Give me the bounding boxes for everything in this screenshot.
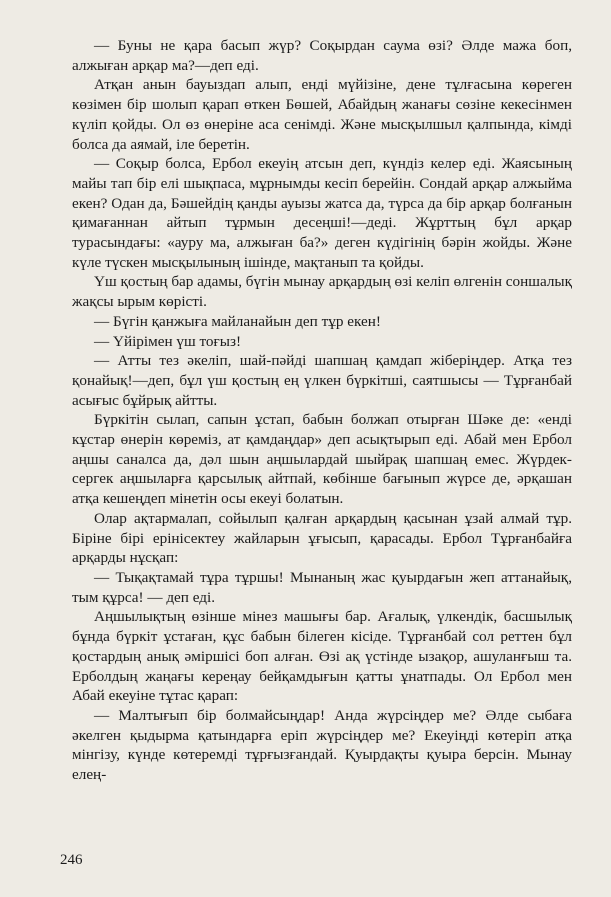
paragraph: — Соқыр болса, Ербол екеуің атсын деп, күндіз келер еді. Жаясының майы тап бір елі шықпаса, мұрнымды кесіп берейін. Сондай арқар алжыйма екен? Одан да, Бәшейдің қанды ауызы жатса да, түрса да бір арқар болғанын қимағаннан айтып тұрмын десеңші!—деді. Жұрттың бұл арқар турасындағы: «ауру ма, алжыған ба?» деген күдігінің бәрін жойды. Және күле түскен мысқылының ішінде, мақтанып та қойды. <box>72 155 572 271</box>
paragraph: — Бүгін қанжыға майланайын деп тұр екен! <box>94 312 381 330</box>
paragraph: — Үйірімен үш тоғыз! <box>94 332 241 350</box>
paragraph: — Малтығып бір болмайсыңдар! Анда жүрсіңдер ме? Әлде сыбаға әкелген қыдырма қатындарға еріп жүрсіңдер ме? Екеуіңді көтеріп атқа мінгізу, күнде көтеремді тұрғызғандай. Қуырдақты қуыра берсін. Мынау елең- <box>72 706 572 784</box>
paragraph: — Атты тез әкеліп, шай-пәйді шапшаң қамдап жіберіңдер. Атқа тез қонайық!—деп, бұл үш қостың ең үлкен бүркітші, саятшысы — Тұрғанбай асығыс бұйрық айтты. <box>72 352 572 409</box>
paragraph: — Буны не қара басып жүр? Соқырдан саума өзі? Әлде мажа боп, алжыған арқар ма?—деп еді. <box>72 37 572 74</box>
page-number: 246 <box>60 852 83 868</box>
paragraph: Олар ақтармалап, сойылып қалған арқардың қасынан ұзай алмай тұр. Біріне бірі ерінісектеу жайларын ұғысып, қарасады. Ербол Тұрғанбайға арқарды нұсқап: <box>72 509 572 567</box>
page-text <box>72 36 572 785</box>
paragraph: Үш қостың бар адамы, бүгін мынау арқардың өзі келіп өлгенін соншалық жақсы ырым көрісті. <box>72 273 572 311</box>
paragraph: Атқан анын бауыздап алып, енді мүйізіне, дене тұлғасына көреген көзімен бір шолып қарап өткен Бөшей, Абайдың жанағы сөзіне кекесінмен күліп қойды. Ол өз өнеріне аса сенімді. Және мысқылшыл қалпында, кімді болса да аямай, іле беретін. <box>72 76 572 153</box>
paragraph: — Тықақтамай тұра тұршы! Мынаның жас қуырдағын жеп аттанайық, тым құрса! — деп еді. <box>72 568 572 606</box>
paragraph: Бүркітін сылап, сапын ұстап, бабын болжап отырған Шәке де: «енді кұстар өнерін көреміз, ат қамдаңдар» деп асықтырып еді. Абай мен Ербол аңшы саналса да, дәл шын аңшылардай шыйрақ шапшаң емес. Жүрдек-сергек аңшыларға қарсылық айтпай, көбінше бағынып жүрсе де, әрқашан атқа кешеңдеп мінетін осы екеуі болатын. <box>72 411 572 508</box>
paragraph: Аңшылықтың өзінше мінез машығы бар. Ағалық, үлкендік, басшылық бұнда бүркіт ұстаған, құс бабын білеген кісіде. Тұрғанбай сол реттен бұл қостардың анық әміршісі боп алған. Өзі ақ үстінде ызақор, ашуланғыш та. Ерболдың жаңағы кереңау бейқамдығын қатты ұнатпады. Ол Ербол мен Абай екеуіне тұтас қарап: <box>72 608 572 705</box>
